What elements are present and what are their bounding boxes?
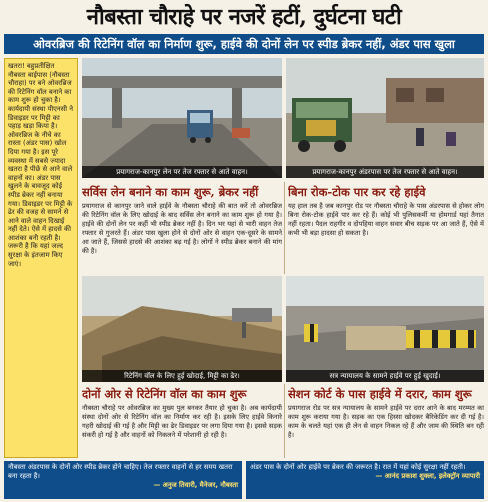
photo-caption: प्रयागराज-कानपुर अंडरपास पर तेज रफ्तार से आते वाहन।: [286, 166, 484, 178]
story-title: सेशन कोर्ट के पास हाईवे में दरार, काम शुरू: [288, 387, 472, 401]
photo-retaining-wall: [82, 276, 282, 382]
photo-caption: रिटेनिंग वॉल के लिए हुई खोदाई, मिट्टी का ढेर।: [82, 370, 282, 382]
photo-highway-lane-image: [82, 58, 282, 178]
quote-box: [246, 461, 484, 499]
quote-author: — अनुज तिवारी, मैनेजर, नौबस्ता: [153, 481, 238, 489]
story-body: प्रयागराज से कानपुर जाने वाले हाईवे के नौबस्ता चौराहे की बात करें तो ओवरब्रिज की रिटेनिंग वॉल के लिए खोदाई के बाद सर्विस लेन बनाने का काम शुरू हो गया है। हाईवे की दोनों लेन पर कहीं भी स्पीड ब्रेकर नहीं है। दिन भर यहां से भारी वाहन तेज रफ्तार से गुजरते हैं। अंडर पास खुला होने से दोनों ओर से वाहन एक-दूसरे के सामने आ जाते हैं, जिससे हादसे की आशंका बढ़ गई है। लोगों ने स्पीड ब्रेकर बनाने की मांग की है।: [82, 202, 282, 255]
story-body: यह हाल तब है जब कानपुर रोड पर नौबस्ता चौराहे के पास अंडरपास से होकर लोग बिना रोक-टोक हाईवे पार कर रहे हैं। कोई भी पुलिसकर्मी या होमगार्ड यहां तैनात नहीं रहता। पैदल राहगीर व दोपहिया वाहन सवार बीच सड़क पर आ जाते हैं, ऐसे में कभी भी बड़ा हादसा हो सकता है।: [288, 202, 484, 237]
column-divider: [284, 384, 285, 458]
quote-author: — आनंद प्रकाश शुक्ला, इलेक्ट्रॉन व्यापारी: [375, 472, 480, 480]
photo-court-highway-image: [286, 276, 484, 382]
story-title: बिना रोक-टोक पार कर रहे हाईवे: [288, 185, 426, 199]
column-divider: [284, 182, 285, 274]
photo-underpass-image: [286, 58, 484, 178]
story-title: सर्विस लेन बनाने का काम शुरू, ब्रेकर नहीं: [82, 185, 259, 199]
subheadline: ओवरब्रिज की रिटेनिंग वॉल का निर्माण शुरू, हाईवे की दोनों लेन पर स्पीड ब्रेकर नहीं, अंडर पास खुला: [4, 34, 484, 54]
sidebar-column: [4, 58, 78, 458]
quote-text: नौबस्ता अंडरपास के दोनों ओर स्पीड ब्रेकर होने चाहिए। तेज रफ्तार वाहनों से हर समय खतरा बना रहता है।: [8, 463, 233, 480]
quote-box: [4, 461, 242, 499]
photo-highway-lane: [82, 58, 282, 178]
photo-court-highway: [286, 276, 484, 382]
photo-retaining-wall-image: [82, 276, 282, 382]
quote-text: अंडर पास के दोनों ओर हाईवे पर ब्रेकर की जरूरत है। रात में यहां कोई सुरक्षा नहीं रहती।: [250, 463, 466, 471]
story-body: नौबस्ता चौराहे पर ओवरब्रिज का मुख्य पुल बनकर तैयार हो चुका है। अब कार्यदायी संस्था दोनों ओर से रिटेनिंग वॉल का निर्माण कर रही है। इसके लिए हाईवे किनारे गहरी खोदाई की गई है और मिट्टी का ढेर डिवाइडर पर लगा दिया गया है। इससे सड़क संकरी हो गई है और वाहनों को निकलने में परेशानी हो रही है।: [82, 404, 282, 439]
sidebar-text: खतरा! बहुप्रतीक्षित नौबस्ता बाईपास (नौबस्ता चौराहा) पर बने ओवरब्रिज की रिटेनिंग वॉल बनाने का काम शुरू हो चुका है। कार्यदायी संस्था पीएनसी ने डिवाइडर पर मिट्टी का पहाड़ खड़ा किया है। ओवरब्रिज के नीचे का रास्ता (अंडर पास) खोल दिया गया है। इस पूरे व्यवस्था में सबसे ज्यादा खतरा है पीछे से आने वाले वाहनों का। अंडर पास खुलने के बावजूद कोई स्पीड ब्रेकर नहीं बनाया गया। डिवाइडर पर मिट्टी के ढेर की वजह से सामने से आने वाले वाहन दिखाई नहीं देते। ऐसे में हादसे की आशंका बनी रहती है। जरूरी है कि यहां जल्द सुरक्षा के इंतजाम किए जाएं।: [8, 62, 73, 268]
headline: नौबस्ता चौराहे पर नजरें हटीं, दुर्घटना घटी: [86, 4, 402, 30]
story-title: दोनों ओर से रिटेनिंग वॉल का काम शुरू: [82, 387, 247, 401]
photo-caption: प्रयागराज-कानपुर लेन पर तेज रफ्तार से आते वाहन।: [82, 166, 282, 178]
photo-underpass: [286, 58, 484, 178]
story-body: प्रयागराज रोड पर सत्र न्यायालय के सामने हाईवे पर दरार आने के बाद मरम्मत का काम शुरू कराया गया है। सड़क का एक हिस्सा खोदकर बैरिकेडिंग कर दी गई है। काम के चलते यहां एक ही लेन से वाहन निकल रहे हैं और जाम की स्थिति बन रही है।: [288, 404, 484, 439]
photo-caption: सत्र न्यायालय के सामने हाईवे पर हुई खुदाई।: [286, 370, 484, 382]
